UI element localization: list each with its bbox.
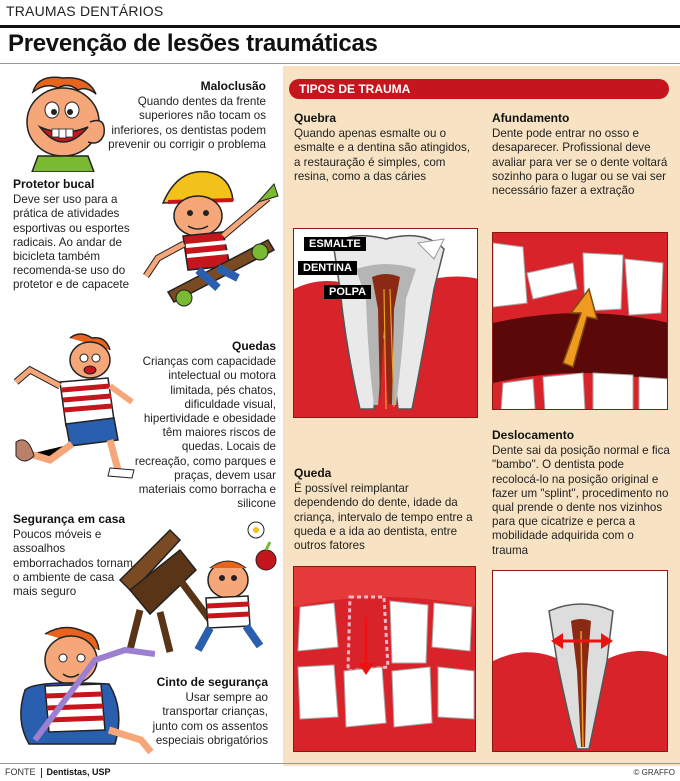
source-line: [5, 767, 111, 778]
quebra-text: Quando apenas esmalte ou o esmalte e a dentina são atingidos, a restauração é simples, com resina, como a das cáries: [294, 127, 470, 183]
quebra-tooth-panel: [293, 228, 478, 418]
source-value: Dentistas, USP: [46, 767, 111, 777]
seguranca-em-casa-text: Poucos móveis e assoalhos emborrachados tornam o ambiente de casa mais seguro: [13, 528, 133, 599]
tipos-de-trauma-header: TIPOS DE TRAUMA: [289, 79, 669, 99]
afundamento-block: [492, 111, 672, 198]
credit: © GRAFFO: [633, 768, 675, 777]
source-separator: [41, 768, 42, 778]
protetor-bucal-block: [13, 177, 133, 293]
deslocamento-title: Deslocamento: [492, 428, 575, 442]
cinto-de-seguranca-title: Cinto de segurança: [156, 675, 268, 689]
source-label: FONTE: [5, 767, 36, 777]
top-rule: [0, 25, 680, 28]
skateboarder-illustration: [138, 158, 280, 308]
child-in-car-seat-illustration: [5, 620, 155, 760]
afundamento-title: Afundamento: [492, 111, 570, 125]
queda-title: Queda: [294, 466, 332, 480]
displaced-tooth-illustration: [493, 571, 668, 752]
avulsed-tooth-illustration: [294, 567, 476, 752]
tooth-cross-section-illustration: [294, 229, 478, 418]
quedas-text: Crianças com capacidade intelectual ou motora limitada, pés chatos, dificuldade visual, hipertividade e obesidade têm maiores riscos de quedas. Locais de recreação, como parques e praças, devem usar materiais como borracha e silicone: [134, 355, 276, 511]
label-dentina: DENTINA: [298, 261, 357, 275]
sunken-tooth-illustration: [493, 233, 668, 410]
deslocamento-block: [492, 428, 672, 558]
maloclusao-title: Maloclusão: [200, 79, 266, 93]
quebra-block: [294, 111, 474, 184]
cinto-de-seguranca-text: Usar sempre ao transportar crianças, junto com os assentos especiais obrigatórios: [152, 691, 268, 747]
protetor-bucal-title: Protetor bucal: [13, 177, 95, 191]
maloclusao-text: Quando dentes da frente superiores não tocam os inferiores, os dentistas podem prevenir ou corrigir o problema: [108, 95, 266, 151]
falling-child-illustration: [10, 330, 140, 480]
deslocamento-text: Dente sai da posição normal e fica "bambo". O dentista pode recolocá-lo na posição original e fazer um "splint", procedimento no qual prende o dente nos vizinhos para que cicatrize e perca a mobilidade adquirida com o trauma: [492, 444, 670, 557]
header-divider: [0, 63, 680, 64]
quedas-title: Quedas: [231, 339, 276, 353]
afundamento-tooth-panel: [492, 232, 668, 410]
afundamento-text: Dente pode entrar no osso e desaparecer. Profissional deve avaliar para ver se o dente voltará sozinho para o lugar ou se vai ser necessário fazer a extração: [492, 127, 668, 198]
protetor-bucal-text: Deve ser uso para a prática de atividades esportivas ou esportes radicais. Ao andar de bicicleta também recomenda-se uso do protetor e de capacete: [13, 193, 130, 292]
queda-block: [294, 466, 474, 553]
queda-text: É possível reimplantar dependendo do dente, idade da criança, intervalo de tempo entre a queda e a ida ao dentista, entre outros fatores: [294, 482, 473, 553]
footer-divider: [0, 763, 680, 764]
label-polpa: POLPA: [324, 285, 371, 299]
cinto-de-seguranca-block: [140, 675, 268, 748]
queda-tooth-panel: [293, 566, 476, 752]
seguranca-em-casa-title: Segurança em casa: [13, 512, 126, 526]
quedas-block: [130, 339, 276, 511]
kicker: TRAUMAS DENTÁRIOS: [6, 3, 164, 19]
boy-smiling-illustration: [8, 72, 113, 172]
headline: Prevenção de lesões traumáticas: [8, 30, 378, 57]
label-esmalte: ESMALTE: [304, 237, 366, 251]
deslocamento-tooth-panel: [492, 570, 668, 752]
maloclusao-block: [100, 79, 266, 152]
quebra-title: Quebra: [294, 111, 337, 125]
